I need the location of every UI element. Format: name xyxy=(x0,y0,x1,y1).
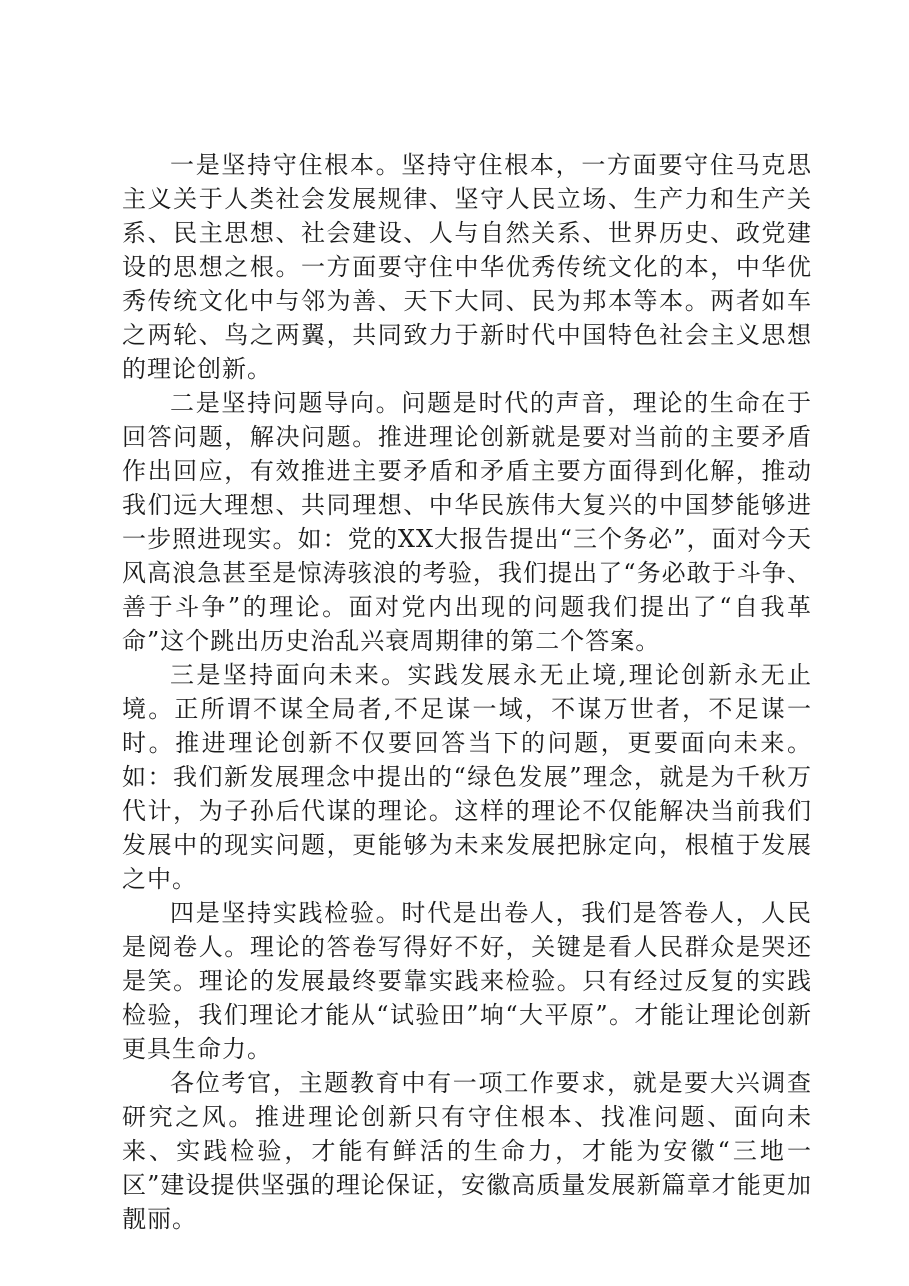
paragraph-5: 各位考官，主题教育中有一项工作要求，就是要大兴调查研究之风。推进理论创新只有守住根本、找准问题、面向未来、实践检验，才能有鲜活的生命力，才能为安徽“三地一区”建设提供坚强的理论保证，安徽高质量发展新篇章才能更加靓丽。 xyxy=(122,1069,812,1233)
paragraph-3: 三是坚持面向未来。实践发展永无止境,理论创新永无止境。正所谓不谋全局者,不足谋一域，不谋万世者，不足谋一时。推进理论创新不仅要回答当下的问题，更要面向未来。如：我们新发展理念中提出的“绿色发展”理念，就是为千秋万代计，为子孙后代谋的理论。这样的理论不仅能解决当前我们发展中的现实问题，更能够为未来发展把脉定向，根植于发展之中。 xyxy=(122,661,812,893)
paragraph-1: 一是坚持守住根本。坚持守住根本，一方面要守住马克思主义关于人类社会发展规律、坚守人民立场、生产力和生产关系、民主思想、社会建设、人与自然关系、世界历史、政党建设的思想之根。一方面要守住中华优秀传统文化的本，中华优秀传统文化中与邻为善、天下大同、民为邦本等本。两者如车之两轮、鸟之两翼，共同致力于新时代中国特色社会主义思想的理论创新。 xyxy=(122,151,812,383)
document-body xyxy=(122,148,812,1236)
paragraph-4: 四是坚持实践检验。时代是出卷人，我们是答卷人，人民是阅卷人。理论的答卷写得好不好，关键是看人民群众是哭还是笑。理论的发展最终要靠实践来检验。只有经过反复的实践检验，我们理论才能从“试验田”垧“大平原”。才能让理论创新更具生命力。 xyxy=(122,899,812,1063)
paragraph-2: 二是坚持问题导向。问题是时代的声音，理论的生命在于回答问题，解决问题。推进理论创新就是要对当前的主要矛盾作出回应，有效推进主要矛盾和矛盾主要方面得到化解，推动我们远大理想、共同理想、中华民族伟大复兴的中国梦能够进一步照进现实。如：党的XX大报告提出“三个务必”，面对今天风高浪急甚至是惊涛骇浪的考验，我们提出了“务必敢于斗争、善于斗争”的理论。面对党内出现的问题我们提出了“自我革命”这个跳出历史治乱兴衰周期律的第二个答案。 xyxy=(122,389,812,655)
